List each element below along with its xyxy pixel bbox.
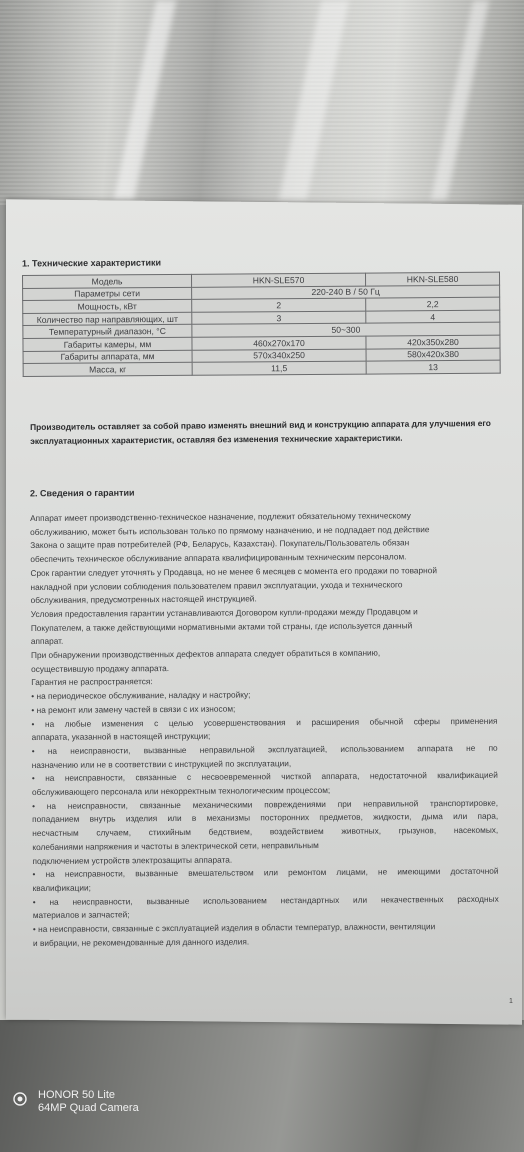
page-number: 1 (509, 998, 513, 1005)
steel-surface-bottom (0, 1020, 524, 1152)
table-cell: 580x420x380 (366, 348, 500, 362)
text-line: обеспечить техническое обслуживание аппарата квалифицированным техническим персоналом. (30, 551, 407, 565)
table-cell: 2,2 (366, 297, 500, 311)
text-line: обслуживанию, может быть использован только по прямому назначению, и не подпадает под действие (30, 523, 430, 537)
table-cell: 3 (192, 311, 366, 325)
text-line: осуществившую продажу аппарата. (31, 662, 170, 674)
text-line: Покупателем, а также действующими нормативными актами той страны, где используется данный (30, 619, 413, 633)
table-cell: Количество пар направляющих, шт (23, 312, 192, 326)
text-line: • на неисправности, связанные с эксплуатацией изделия в области температур, влажности, вентиляции (32, 921, 436, 935)
manufacturer-notice: Производитель оставляет за собой право изменять внешний вид и конструкцию аппарата для улучшения его эксплуатационных характеристик, оставляя без изменения технические характеристики. (30, 417, 491, 446)
table-cell: HKN-SLE570 (191, 273, 365, 287)
table-cell: Габариты камеры, мм (23, 337, 192, 351)
table-cell: 420x350x280 (366, 335, 500, 349)
text-line: колебаниями напряжения и частоты в электрической сети, неправильным (32, 839, 319, 852)
table-cell: Модель (23, 274, 192, 288)
text-line: Условия предоставления гарантии устанавливаются Договором купли-продажи между Продавцом и (30, 606, 418, 619)
table-cell: Параметры сети (23, 287, 192, 301)
text-line: • на неисправности, связанные механическими повреждениями при неправильной транспортировке, (32, 797, 499, 811)
table-cell: Масса, кг (23, 362, 192, 376)
text-line: накладной при условии соблюдения пользователем правил эксплуатации, ухода и технического (30, 578, 403, 592)
text-line: квалификации; (32, 882, 91, 893)
table-cell: 220-240 В / 50 Гц (192, 285, 500, 300)
text-line: обслуживания, предусмотренных настоящей инструкцией. (30, 593, 257, 606)
section-1-title: 1. Технические характеристики (21, 257, 162, 269)
text-line: Срок гарантии следует уточнять у Продавца, но не менее 6 месяцев с момента его продажи по товарной (30, 564, 437, 578)
table-cell: 13 (366, 360, 500, 374)
text-line: • на неисправности, связанные с несвоевременной чисткой аппарата, недостаточной квалификацией (31, 770, 498, 784)
text-line: и вибрации, не рекомендованные для данного изделия. (32, 936, 250, 948)
table-cell: 2 (192, 298, 366, 312)
text-line: При обнаружении производственных дефектов аппарата следует обратиться в компанию, (30, 647, 381, 661)
table-cell: Габариты аппарата, мм (23, 350, 192, 364)
section-2-title: 2. Сведения о гарантии (29, 487, 135, 499)
text-line: материалов и запчастей; (32, 909, 130, 921)
table-cell: 460x270x170 (192, 336, 366, 350)
camera-model: 64MP Quad Camera (38, 1102, 139, 1114)
text-line: обслуживающего персонала или некорректным технологическим процессом; (31, 784, 331, 798)
text-line: • на ремонт или замену частей в связи с их износом; (31, 703, 236, 715)
table-cell: 4 (366, 310, 500, 324)
text-line: • на неисправности, вызванные вмешательством или ремонтом лицами, не имеющими достаточной (32, 866, 499, 880)
text-line: несчастным случаем, стихийным бедствием, воздействием животных, грызунов, насекомых, (32, 824, 499, 839)
table-cell: Мощность, кВт (23, 300, 192, 314)
text-line: • на любые изменения с целью усовершенствования и расширения обычной сферы применения (31, 715, 498, 729)
table-cell: 570x340x250 (192, 349, 366, 363)
table-row (23, 360, 500, 376)
text-line: попаданием внутрь изделия или в механизмы посторонних предметов, жидкости, дыма или пара, (32, 811, 499, 825)
text-line: • на неисправности, вызванные использованием нестандартных или некачественных расходных (32, 893, 499, 907)
table-cell: Температурный диапазон, °С (23, 325, 192, 339)
table-cell: HKN-SLE580 (365, 272, 499, 286)
text-line: Аппарат имеет производственно-техническое назначение, подлежит обязательному техническому (30, 510, 411, 523)
warranty-text (30, 509, 499, 951)
table-cell: 50~300 (192, 323, 500, 338)
text-line: аппарата, указанной в настоящей инструкции; (31, 730, 211, 743)
text-line: Закона о защите прав потребителей (РФ, Беларусь, Казахстан). Покупатель/Пользователь обязан (30, 537, 410, 551)
text-line: назначению или не в соответствии с инструкцией по эксплуатации, (31, 757, 292, 770)
camera-brand: HONOR 50 Lite (38, 1089, 116, 1101)
camera-lens-icon (12, 1091, 28, 1107)
text-line: подключением устройств электрозащиты аппарата. (32, 854, 233, 866)
text-line: • на неисправности, вызванные неправильной эксплуатацией, использованием аппарата не по (31, 742, 498, 756)
text-line: аппарат. (30, 636, 64, 647)
table-cell: 11,5 (192, 361, 366, 375)
text-line: Гарантия не распространяется: (31, 676, 153, 688)
text-line: • на периодическое обслуживание, наладку и настройку; (31, 689, 251, 702)
spec-table (22, 272, 501, 377)
